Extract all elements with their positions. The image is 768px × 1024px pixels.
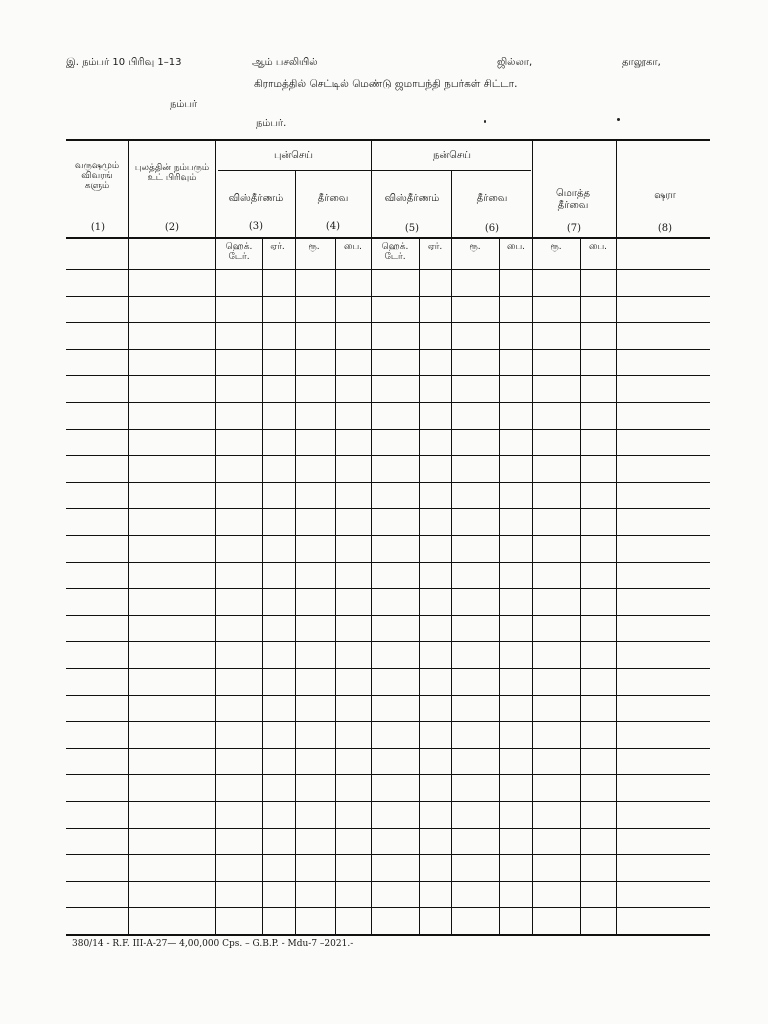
unit-rupee-4: ரூ.	[308, 242, 320, 252]
table-row-rule	[66, 322, 710, 323]
unit-paise-7: பை.	[588, 242, 608, 252]
table-bottom-rule	[66, 934, 710, 936]
number-label-2: நம்பர்.	[256, 118, 287, 129]
col-number-6: (6)	[484, 223, 500, 234]
subcolumn-rule	[580, 237, 581, 934]
table-row-rule	[66, 828, 710, 829]
column-rule	[128, 139, 129, 934]
col-number-8: (8)	[657, 223, 673, 234]
form-title: கிராமத்தில் செட்டில் மெண்டு ஜமாபந்தி நபர்கள் சிட்டா.	[254, 78, 518, 90]
table-row-rule	[66, 508, 710, 509]
column-rule	[616, 139, 617, 934]
table-row-rule	[66, 907, 710, 908]
col-number-3: (3)	[248, 221, 264, 232]
unit-paise-6: பை.	[506, 242, 526, 252]
table-row-rule	[66, 774, 710, 775]
column-rule	[295, 170, 296, 934]
table-row-rule	[66, 695, 710, 696]
unit-rupee-7: ரூ.	[550, 242, 562, 252]
col-number-1: (1)	[90, 222, 106, 233]
table-row-rule	[66, 854, 710, 855]
table-row-rule	[66, 535, 710, 536]
table-row-rule	[66, 455, 710, 456]
col-assessment-nanjai: தீர்வை	[476, 193, 508, 204]
number-label-1: நம்பர்	[170, 99, 198, 110]
table-row-rule	[66, 668, 710, 669]
taluk-label: தாலூகா,	[622, 57, 661, 68]
fasli-label: ஆம் பசலியில்	[252, 57, 318, 68]
table-row-rule	[66, 269, 710, 270]
table-row-rule	[66, 375, 710, 376]
table-row-rule	[66, 641, 710, 642]
subcolumn-rule	[499, 237, 500, 934]
table-row-rule	[66, 562, 710, 563]
column-rule	[451, 170, 452, 934]
header-bottom-rule	[66, 237, 710, 239]
table-row-rule	[66, 402, 710, 403]
col-number-2: (2)	[164, 222, 180, 233]
col-number-5: (5)	[404, 223, 420, 234]
unit-are-3: ஏர்.	[270, 242, 285, 252]
unit-paise-4: பை.	[343, 242, 363, 252]
subcolumn-rule	[335, 237, 336, 934]
table-row-rule	[66, 349, 710, 350]
column-rule	[215, 139, 216, 934]
table-row-rule	[66, 881, 710, 882]
col-year-details: வருஷமும் விவரங் களும்	[74, 161, 120, 191]
group-divider-rule	[218, 170, 531, 171]
table-row-rule	[66, 588, 710, 589]
col-extent-nanjai: விஸ்தீர்ணம்	[384, 193, 440, 204]
unit-are-5: ஏர்.	[427, 242, 443, 252]
col-remarks: ஷரா	[654, 190, 676, 201]
subcolumn-rule	[419, 237, 420, 934]
col-number-4: (4)	[325, 221, 341, 232]
table-row-rule	[66, 721, 710, 722]
col-field-number: புலத்தின் நம்பரும் உட் பிரிவும்	[134, 163, 210, 183]
group-nanjai: நன்செய்	[432, 150, 471, 161]
form-reference: இ. நம்பர் 10 பிரிவு 1–13	[66, 57, 182, 68]
col-total-assessment: மொத்த தீர்வை	[555, 188, 591, 211]
table-row-rule	[66, 748, 710, 749]
district-label: ஜில்லா,	[497, 57, 533, 68]
table-row-rule	[66, 296, 710, 297]
column-rule	[532, 139, 533, 934]
table-top-rule	[66, 139, 710, 141]
col-assessment-punjai: தீர்வை	[317, 193, 349, 204]
unit-hectare-3: ஹெக். டேர்.	[225, 242, 253, 262]
table-row-rule	[66, 615, 710, 616]
col-extent-punjai: விஸ்தீர்ணம்	[228, 193, 284, 204]
group-punjai: புன்செய்	[273, 150, 314, 161]
table-row-rule	[66, 482, 710, 483]
subcolumn-rule	[262, 237, 263, 934]
unit-hectare-5: ஹெக். டேர்.	[381, 242, 409, 262]
table-row-rule	[66, 801, 710, 802]
col-number-7: (7)	[566, 223, 582, 234]
printer-imprint: 380/14 - R.F. III-A-27— 4,00,000 Cps. – G.B.P. - Mdu-7 –2021.-	[72, 939, 354, 949]
table-row-rule	[66, 429, 710, 430]
unit-rupee-6: ரூ.	[469, 242, 481, 252]
